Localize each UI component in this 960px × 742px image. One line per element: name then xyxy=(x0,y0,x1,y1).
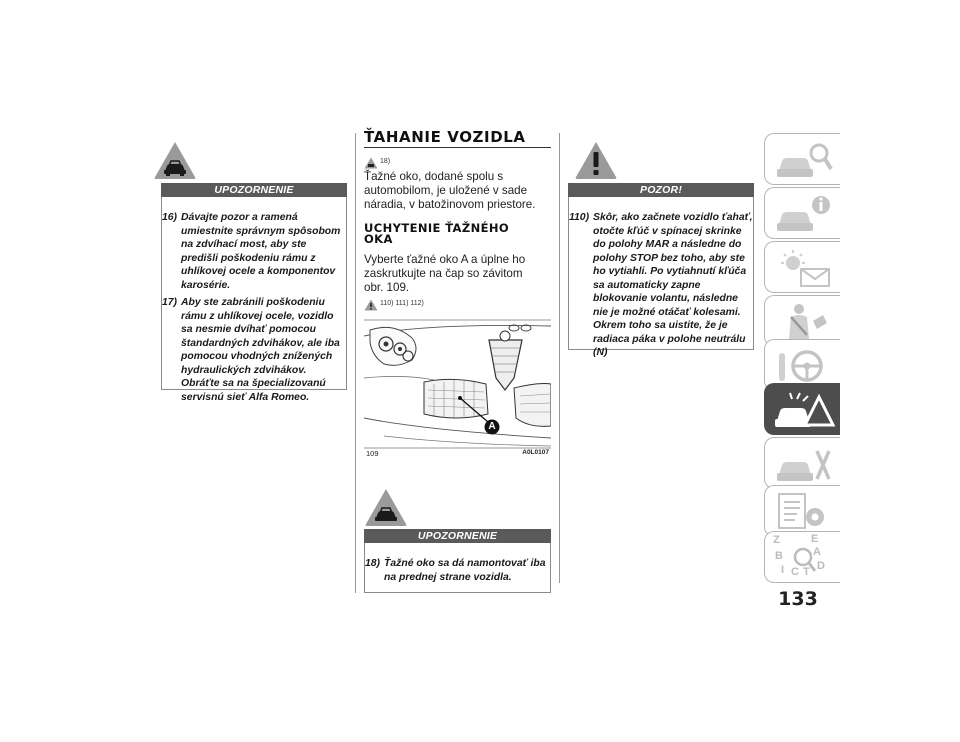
figure-109 xyxy=(364,318,551,456)
note-text: Skôr, ako začnete vozidlo ťahať, otočte kľúč v spínacej skrinke do polohy MAR a následne do polohy STOP bez toho, aby ste ho vytiahli. Po vytiahnutí kľúča sa automaticky zapne blokovanie volantu, následne nie je možné otáčať kolesami. Okrem toho sa uistite, že je radiaca páka v polohe neutrálu (N) xyxy=(593,212,753,358)
note-text: Aby ste zabránili poškodeniu rámu z uhlíkovej ocele, vozidlo sa nesmie dvíhať pomocou štandardných zdvihákov, ale iba pomocou vhodných znížených hydraulických zdvihákov. Obráťte sa na špecializovanú servisnú sieť Alfa Romeo. xyxy=(181,297,340,403)
small-warning-icon xyxy=(364,298,378,310)
warning-lights-envelope-icon xyxy=(773,247,835,289)
car-emergency-triangle-icon xyxy=(773,389,835,431)
note-item xyxy=(569,211,753,360)
middle-warning-box xyxy=(364,543,551,593)
tab-emergency[interactable] xyxy=(764,383,840,435)
figure-number: 109 xyxy=(366,449,379,458)
index-letter: I xyxy=(781,564,785,576)
car-tools-icon xyxy=(773,443,835,485)
column-divider xyxy=(559,133,560,583)
warning-ref: 18) xyxy=(380,158,391,165)
warning-refs: 110) 111) 112) xyxy=(380,300,424,307)
column-divider xyxy=(355,133,356,593)
figure-code: A0L0107 xyxy=(522,449,549,456)
index-letter: E xyxy=(811,533,819,545)
index-letter: Z xyxy=(773,534,780,546)
figure-callout-label: A xyxy=(488,421,496,432)
note-number: 16) xyxy=(162,212,178,223)
note-item xyxy=(162,211,346,292)
document-gear-icon xyxy=(773,491,835,533)
exclamation-triangle-icon xyxy=(574,140,618,180)
tab-technical-data[interactable] xyxy=(764,485,840,537)
note-item xyxy=(162,296,346,404)
title-underline xyxy=(364,147,551,148)
index-letter: C xyxy=(791,566,799,578)
car-warning-triangle-icon xyxy=(364,487,408,527)
page-number: 133 xyxy=(778,588,818,610)
note-number: 110) xyxy=(569,212,590,223)
tab-knowing-car[interactable] xyxy=(764,133,840,185)
steering-wheel-icon xyxy=(773,345,835,387)
right-danger-banner: POZOR! xyxy=(568,183,754,197)
tab-alphabetical-index[interactable] xyxy=(764,531,840,583)
car-info-icon xyxy=(773,193,835,235)
car-magnifier-icon xyxy=(773,139,835,181)
middle-warning-banner: UPOZORNENIE xyxy=(364,529,551,543)
index-letter: B xyxy=(775,550,783,562)
index-letter: D xyxy=(817,560,825,572)
index-letter: T xyxy=(803,566,810,578)
car-warning-triangle-icon xyxy=(153,140,197,180)
left-warning-banner: UPOZORNENIE xyxy=(161,183,347,197)
person-seatbelt-icon xyxy=(773,301,835,343)
paragraph: Vyberte ťažné oko A a úplne ho zaskrutkujte na čap so závitom obr. 109. xyxy=(364,253,526,294)
right-danger-box xyxy=(568,197,754,358)
note-text: Ťažné oko sa dá namontovať iba na prednej strane vozidla. xyxy=(384,558,546,583)
index-letter: A xyxy=(813,546,821,558)
note-number: 17) xyxy=(162,297,178,308)
tab-dashboard[interactable] xyxy=(764,187,840,239)
car-front-illustration xyxy=(364,318,551,456)
left-warning-box xyxy=(161,197,347,403)
small-warning-icon xyxy=(364,156,378,168)
section-title: ŤAHANIE VOZIDLA xyxy=(364,128,526,146)
note-number: 18) xyxy=(365,558,381,569)
subsection-title-line: UCHYTENIE ŤAŽNÉHO xyxy=(364,221,510,235)
note-text: Dávajte pozor a ramená umiestnite správnym spôsobom na zdvíhací most, aby ste predišli poškodeniu rámu z uhlíkovej ocele a komponentov karosérie. xyxy=(181,212,341,291)
tab-maintenance[interactable] xyxy=(764,437,840,489)
subsection-title-line: OKA xyxy=(364,232,393,246)
tab-warning-lights[interactable] xyxy=(764,241,840,293)
note-item xyxy=(365,557,549,584)
paragraph: Ťažné oko, dodané spolu s automobilom, je uložené v sade náradia, v batožinovom priestore. xyxy=(364,170,536,211)
subsection-title xyxy=(364,223,554,245)
